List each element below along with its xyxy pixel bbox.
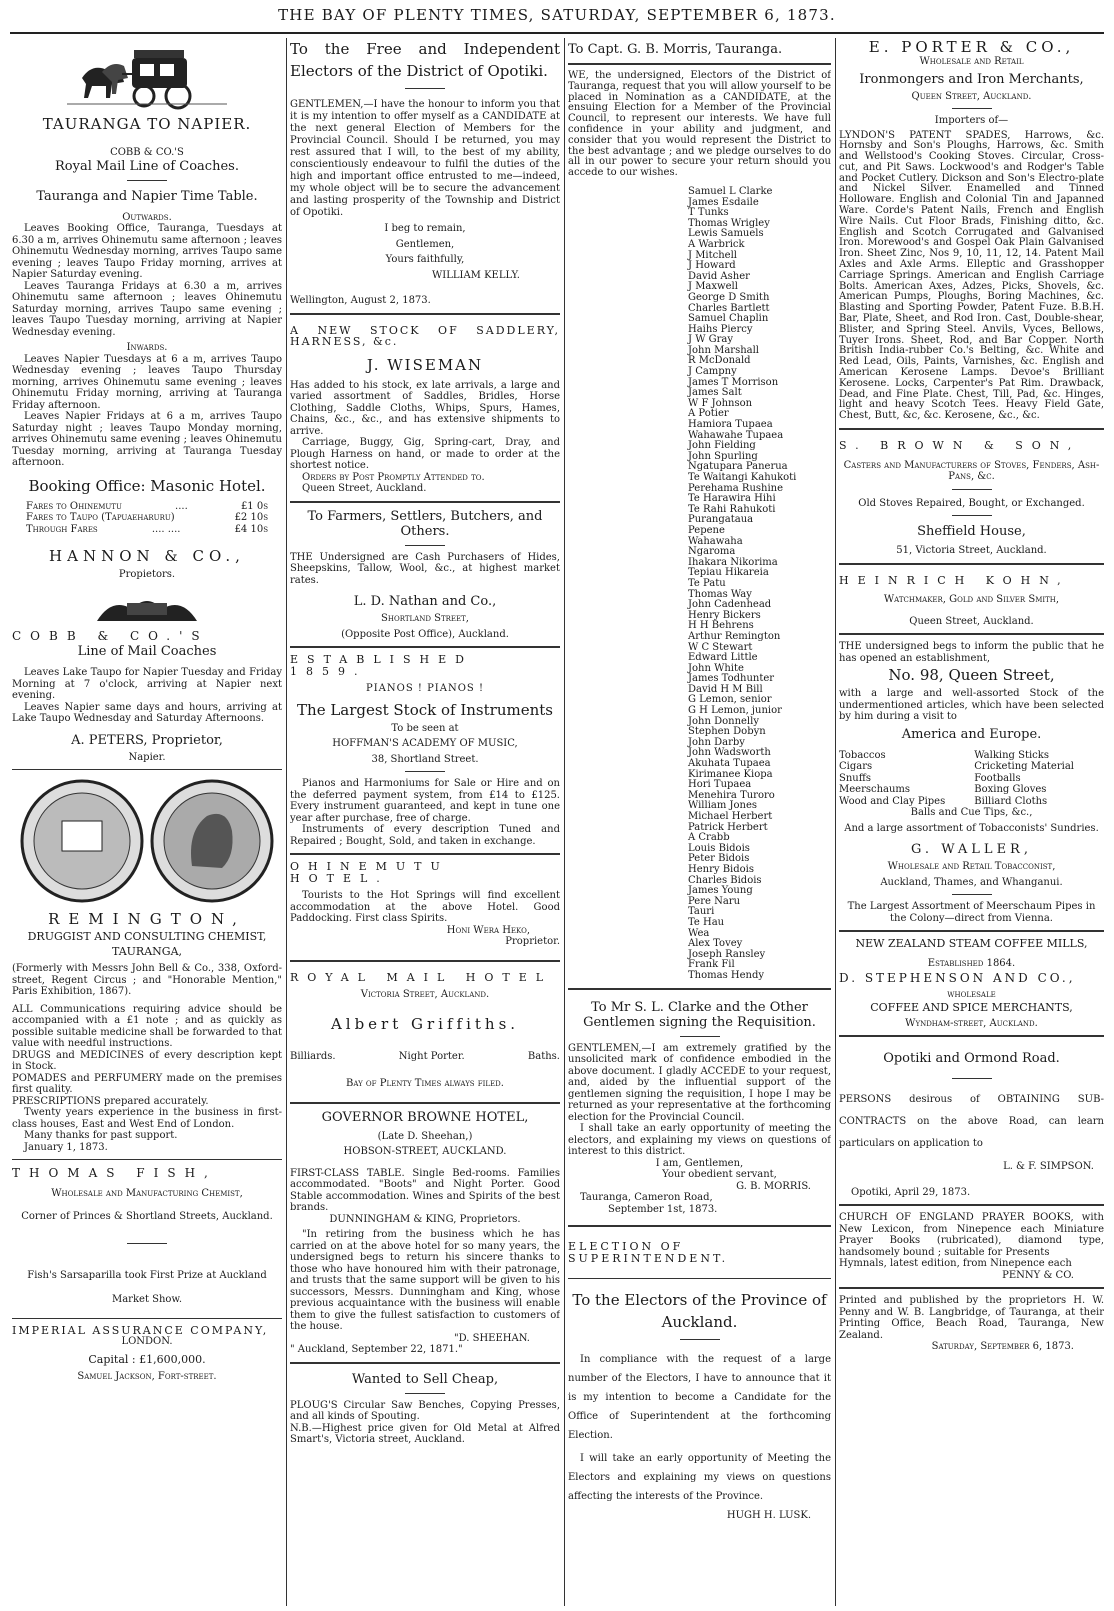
nathan-body: THE Undersigned are Cash Purchasers of Hides, Sheepskins, Tallow, Wool, &c., at highest market rates. <box>290 551 560 586</box>
fares-table <box>26 501 268 536</box>
signatory-name: John Darby <box>688 736 745 748</box>
divider <box>290 313 560 315</box>
signatory-name: James Esdaile <box>688 196 759 208</box>
waller-title: Wholesale and Retail Tobacconist, <box>887 861 1056 873</box>
signatory-name: Ngaroma <box>688 546 736 558</box>
coach-line: Royal Mail Line of Coaches. <box>55 158 239 174</box>
signatory-name: A Warbrick <box>688 238 745 250</box>
pianos-body-2: Instruments of every description Tuned and Repaired ; Bought, Sold, and taken in exchange. <box>290 824 560 847</box>
simpson-signature: L. & F. SIMPSON. <box>1003 1161 1094 1173</box>
smart-body: PLOUG'S Circular Saw Benches, Copying Presses, and all kinds of Spouting. <box>290 1399 560 1422</box>
inwards-1: Leaves Napier Tuesdays at 6 a m, arrives Taupo Wednesday evening ; leaves Taupo Thursday morning, arrives Ohinemutu same evening ; leaves Ohinemutu Friday morning, arriving at Tauranga Friday afternoon. <box>12 353 282 411</box>
nathan-heading: To Farmers, Settlers, Butchers, and Others. <box>307 508 543 539</box>
fish-address: Corner of Princes & Shortland Streets, Auckland. <box>21 1211 273 1222</box>
pianos-academy: HOFFMAN'S ACADEMY OF MUSIC, <box>332 738 518 749</box>
coach-title: TAURANGA TO NAPIER. <box>42 115 252 133</box>
signatory-name: T Tunks <box>688 207 729 219</box>
signatory-name: J Maxwell <box>688 281 738 293</box>
waller-number: No. 98, Queen Street, <box>888 666 1055 685</box>
remington-place: TAURANGA, <box>111 944 183 958</box>
brown-name: S. BROWN & SON, <box>839 439 1081 453</box>
masthead-rule <box>10 32 1104 34</box>
divider <box>952 108 992 109</box>
divider <box>405 771 445 772</box>
signatory-name: Akuhata Tupaea <box>688 758 771 770</box>
column-1 <box>12 38 282 1606</box>
royal-amenity: Baths. <box>527 1050 560 1062</box>
nathan-opposite: (Opposite Post Office), Auckland. <box>341 628 509 640</box>
simpson-heading: Opotiki and Ormond Road. <box>883 1051 1060 1067</box>
nathan-street: Shortland Street, <box>381 613 469 624</box>
browne-heading: GOVERNOR BROWNE HOTEL, <box>321 1109 529 1125</box>
signatory-name: A Crabb <box>688 832 730 844</box>
signatory-name: Stephen Dobyn <box>688 726 766 738</box>
lusk-body-2: I will take an early opportunity of Meeting the Electors and explaining my views on questions affecting the interests of the Province. <box>568 1453 831 1502</box>
kelly-heading: To the Free and Independent Electors of the District of Opotiki. <box>290 40 560 80</box>
imperial-agent: Samuel Jackson, Fort-street. <box>77 1371 217 1382</box>
signatory-name: Te Hau <box>688 916 725 928</box>
coffee-name: D. STEPHENSON AND CO., <box>839 971 1076 986</box>
divider <box>12 1159 282 1160</box>
wiseman-body-2: Carriage, Buggy, Gig, Spring-cart, Dray, and Plough Harness on hand, or made to order at the shortest notice. <box>290 437 560 471</box>
divider <box>952 489 992 490</box>
signatory-name: Purangataua <box>688 514 754 526</box>
browne-street: HOBSON-STREET, AUCKLAND. <box>343 1146 507 1157</box>
pianos-body: Pianos and Harmoniums for Sale or Hire and on the deferred payment system, from £14 to £125. Every instrument guaranteed, and kept in tune one year after purchase, free of charge. <box>290 778 560 824</box>
signatory-name: John White <box>688 662 744 674</box>
signatory-name: Joseph Ransley <box>688 948 766 960</box>
lusk-subheading: To the Electors of the Province of Auckland. <box>572 1291 827 1331</box>
booking-office: Booking Office: Masonic Hotel. <box>28 476 266 495</box>
signatory-name: John Fielding <box>688 440 756 452</box>
signatory-name: James Todhunter <box>688 673 775 685</box>
stock-item: Footballs <box>974 772 1021 784</box>
waller-sundries: And a large assortment of Tobacconists' Sundries. <box>844 822 1099 834</box>
signatory-name: Charles Bidois <box>688 874 762 886</box>
divider <box>127 1243 167 1244</box>
signatory-name: Wahawahe Tupaea <box>688 429 784 441</box>
imperial-name: IMPERIAL ASSURANCE COMPANY, <box>12 1323 269 1337</box>
waller-body-2: with a large and well-assorted Stock of the undermentioned articles, which have been selected by him during a visit to <box>839 688 1104 723</box>
signatory-name: John Wadsworth <box>688 747 771 759</box>
signatory-name: Samuel L Clarke <box>688 185 773 197</box>
royal-amenities <box>290 1051 560 1063</box>
column-divider <box>564 38 565 1606</box>
smart-body-2: N.B.—Highest price given for Old Metal at Alfred Smart's, Victoria street, Auckland. <box>290 1422 560 1445</box>
coffee-street: Wyndham-street, Auckland. <box>905 1017 1038 1029</box>
remington-title: DRUGGIST AND CONSULTING CHEMIST, <box>27 930 267 943</box>
morris-reply-heading: To Mr S. L. Clarke and the Other Gentlemen signing the Requisition. <box>583 999 816 1030</box>
waller-body: THE undersigned begs to inform the public that he has opened an establishment, <box>839 641 1104 664</box>
kohn-title: Watchmaker, Gold and Silver Smith, <box>883 594 1060 606</box>
prayer-signature: PENNY & CO. <box>1002 1269 1074 1281</box>
morris-reply-close-1: I am, Gentlemen, <box>655 1157 744 1169</box>
signatory-name: Ihakara Nikorima <box>688 556 778 568</box>
signatory-name: Patrick Herbert <box>688 821 768 833</box>
fare-row: Fares to Ohinemutu .... £1 0s <box>26 500 268 512</box>
kelly-body: GENTLEMEN,—I have the honour to inform you that it is my intention to offer myself as a CANDIDATE at the next general Election of Members for the Provincial Council. Should I be returned, you may rest assured that I will, to the best of my ability, conscientiously endeavour to fulfil the duties of the high and important office entrusted to me—indeed, my whole object will be to secure the advancement and lasting prosperity of the Township and District of Opotiki. <box>290 99 560 218</box>
signatory-name: Samuel Chaplin <box>688 313 769 325</box>
imperial-place: LONDON. <box>121 1336 173 1347</box>
nathan-name: L. D. Nathan and Co., <box>353 594 497 609</box>
signatory-name: H H Behrens <box>688 620 754 632</box>
stock-item: Walking Sticks <box>974 749 1049 761</box>
morris-req-heading: To Capt. G. B. Morris, Tauranga. <box>568 42 783 57</box>
divider <box>290 853 560 855</box>
exhibition-medals-illustration <box>17 776 277 906</box>
ohinemutu-heading: OHINEMUTU HOTEL. <box>290 860 449 885</box>
browne-late: (Late D. Sheehan,) <box>377 1130 473 1142</box>
signatory-name: J Mitchell <box>688 249 737 261</box>
cobb2-p2: Leaves Napier same days and hours, arriving at Lake Taupo Wednesday and Saturday Afternoons. <box>12 701 282 724</box>
signatory-name: George D Smith <box>688 291 770 303</box>
signatory-name: Tauri <box>688 906 715 918</box>
signatory-name: James Young <box>688 885 753 897</box>
signatory-name: Te Patu <box>688 577 726 589</box>
imprint-date: Saturday, September 6, 1873. <box>931 1341 1074 1353</box>
timetable-heading: Tauranga and Napier Time Table. <box>36 188 258 204</box>
cobb2-title: COBB & CO.'S <box>12 628 209 643</box>
stock-item: Meerschaums <box>839 784 911 796</box>
lusk-body: In compliance with the request of a large number of the Electors, I have to announce that it is my intention to become a Candidate for the Office of Superintendent at the forthcoming Election. <box>568 1354 831 1441</box>
signatory-name: John Donnelly <box>688 715 759 727</box>
signatory-name: Ngatupara Paneruа <box>688 461 788 473</box>
signatory-name: G Lemon, senior <box>688 694 772 706</box>
stock-item: Cricketing Material <box>974 761 1074 773</box>
signatory-name: Arthur Remington <box>688 630 781 642</box>
wiseman-body: Has added to his stock, ex late arrivals, a large and varied assortment of Saddles, Bridles, Horse Clothing, Saddle Cloths, Whips, Spurs, Hames, Chains, &c., &c., and has extensive shipments to arrive. <box>290 379 560 437</box>
brown-house: Sheffield House, <box>917 524 1026 540</box>
divider <box>568 63 831 65</box>
pianos-street: 38, Shortland Street. <box>371 753 479 765</box>
kohn-name: HEINRICH KOHN, <box>839 573 1070 587</box>
browne-body-2: "In retiring from the business which he has carried on at the above hotel for so many years, the undersigned begs to return his sincere thanks to those who have honoured him with their patronage, and trusts that the same support will be given to his successors, Messrs. Dunningham and King, whose previous acquaintance with the business will enable them to give the fullest satisfaction to customers of the house. <box>290 1229 560 1332</box>
signatory-name: Te Harawira Hihi <box>688 493 776 505</box>
signatory-name: A Potier <box>688 408 729 420</box>
porter-items: LYNDON'S PATENT SPADES, Harrows, &c. Hornsby and Son's Ploughs, Harrows, &c. Smith and Wellstood's Cooking Stoves. Circular, Cross-cut, and Pit Saws. Lockwood's and Rodger's Table and Pocket Cutlery. Dickson and Son's Electro-plate and Nickel Silver. Enamelled and Tinned Holloware. English and Colonial Tin and Japanned Ware. Corde's Patent Nails, French and English Wire Nails. Cut Floor Brads, Finishing ditto, &c. English and Scotch Corrugated and Galvanised Iron. Morewood's and Gospel Oak Plain Galvanised Iron. Sheet Zinc, Nos 9, 10, 11, 12, 14. Patent Mail Axles and Axle Arms. Elleptic and Grasshopper Carriage Springs. American and English Carriage Bolts. American Axes, Adzes, Picks, Shovels, &c. American Pumps, Ploughs, Boring Machines, &c. Blasting and Sporting Powder, Patent Fuze. B.B.H. Bar, Plate, Sheet, and Rod Iron. Cast, Double-shear, Blister, and Spring Steel. Anvils, Vyces, Bellows, Tuyer Irons. Sheet, Rod, and Bar Copper. North British India-rubber Co.'s Belting, &c. White and Red Lead, Oils, Paints, Varnishes, &c. English and American Kerosene Lamps. Devoe's Brilliant Kerosene. Locks, Carpenter's Pat Rim. Drawback, Dead, and Fine Plate. Chest, Till, Pad, &c. Hinges, light and heavy Scotch Tees. Heavy Field Gate, Chest, Butt, &c, &c. Kerosene, &c., &c. <box>839 129 1104 422</box>
fare-row: Fares to Taupo (Tapuaeharuru) £2 10s <box>26 512 268 523</box>
signatory-name: Pere Naru <box>688 895 741 907</box>
divider <box>839 1287 1104 1289</box>
cobb2-line: Line of Mail Coaches <box>77 644 217 659</box>
column-2 <box>290 38 560 1606</box>
wiseman-heading: A NEW STOCK OF SADDLERY, HARNESS, &c. <box>290 323 560 348</box>
signatory-name: G H Lemon, junior <box>688 705 782 717</box>
signatory-name: James Salt <box>688 387 742 399</box>
signatory-name: Te Waitangi Kahukoti <box>688 472 797 483</box>
inwards-2: Leaves Napier Fridays at 6 a m, arrives Taupo Saturday night ; leaves Taupo Monday morning, arrives Ohinemutu same evening ; leaves Ohinemutu Tuesday morning, arriving at Tauranga Tuesday afternoon. <box>12 411 282 468</box>
divider <box>680 1036 720 1037</box>
waller-stock-right <box>974 750 1074 808</box>
royal-heading: ROYAL MAIL HOTEL <box>290 970 553 984</box>
signatory-name: Michael Herbert <box>688 811 773 822</box>
lusk-signature: HUGH H. LUSK. <box>726 1510 811 1521</box>
divider <box>839 633 1104 635</box>
signatory-name: Tepiau Hikareia <box>688 567 769 579</box>
ohinemutu-signature: Honi Wera Heko, <box>446 924 530 936</box>
coach-owner-role: Propietors. <box>118 569 176 580</box>
ohinemutu-body: Tourists to the Hot Springs will find excellent accommodation at the above Hotel. Good Paddocking. First class Spirits. <box>290 890 560 924</box>
stock-item: Wood and Clay Pipes <box>839 795 946 807</box>
kelly-close-3: Yours faithfully, <box>385 254 465 265</box>
pianos-established: ESTABLISHED 1859. <box>290 653 473 678</box>
porter-title: Ironmongers and Iron Merchants, <box>859 71 1084 87</box>
divider <box>405 88 445 89</box>
divider <box>680 1339 720 1340</box>
stock-item: Tobaccos <box>839 749 886 761</box>
signatory-name: Wahawaha <box>688 535 743 547</box>
column-3 <box>568 38 831 1606</box>
signatory-name: Thomas Wrigley <box>688 217 770 229</box>
signatory-name: William Jones <box>688 800 758 812</box>
porter-importers: Importers of— <box>934 115 1009 126</box>
remington-p1: ALL Communications requiring advice should be accompanied with a £1 note ; and as quickly as possible suitable medicine shall be forwarded to that value with needful instructions. <box>12 1003 282 1049</box>
coffee-heading: NEW ZEALAND STEAM COFFEE MILLS, <box>855 937 1088 951</box>
fare-row: Through Fares .... .... £4 10s <box>26 523 268 535</box>
royal-filed: Bay of Plenty Times always filed. <box>346 1078 504 1089</box>
divider <box>290 646 560 648</box>
morris-reply-close-2: Your obedient servant, <box>662 1169 777 1180</box>
signatory-name: Thomas Hendy <box>688 969 765 981</box>
signatory-name: Wea <box>688 927 710 939</box>
morris-reply-body: GENTLEMEN,—I am extremely gratified by the unsolicited mark of confidence embodied in the above document. I gladly ACCEDE to your request, and, aided by the influential support of the gentlemen signing the requisition, I hope I may be returned as your representative at the forthcoming election for the Provincial Council. <box>568 1042 831 1123</box>
waller-stock-left <box>839 750 945 808</box>
signatory-name: Henry Bickers <box>688 609 761 621</box>
signatory-name: John Marshall <box>688 344 760 356</box>
morris-req-body: WE, the undersigned, Electors of the District of Tauranga, request that you will allow yourself to be placed in Nomination as a CANDIDATE, at the ensuing Election for a Member of the Provincial Council, to represent our interests. We have full confidence in your ability and judgment, and consider that you would represent the District to the best advantage ; and we pledge ourselves to do all in our power to secure your return should you accede to our wishes. <box>568 70 831 179</box>
smart-heading: Wanted to Sell Cheap, <box>351 1371 499 1387</box>
signatory-name: Louis Bidois <box>688 842 750 854</box>
royal-amenity: Billiards. <box>290 1050 336 1062</box>
brown-street: 51, Victoria Street, Auckland. <box>896 545 1047 557</box>
stock-item: Snuffs <box>839 772 871 784</box>
signatory-name: J W Gray <box>688 334 734 346</box>
signatory-name: David Asher <box>688 270 750 282</box>
signatory-name: Te Rahi Rahukoti <box>688 503 776 515</box>
signatory-name: W C Stewart <box>688 641 753 653</box>
signatory-name: David H M Bill <box>688 683 763 695</box>
simpson-date: Opotiki, April 29, 1873. <box>851 1186 971 1198</box>
outwards-heading: Outwards. <box>122 211 172 223</box>
divider <box>839 428 1104 430</box>
morris-reply-body-2: I shall take an early opportunity of meeting the electors, and explaining my views on questions of interest to this district. <box>568 1123 831 1157</box>
stock-item: Boxing Gloves <box>974 784 1047 796</box>
signatory-name: Edward Little <box>688 652 758 664</box>
royal-street: Victoria Street, Auckland. <box>360 989 490 1000</box>
divider <box>290 501 560 503</box>
waller-places: Auckland, Thames, and Whanganui. <box>880 876 1063 888</box>
waller-place: America and Europe. <box>901 726 1042 742</box>
signatory-name: James T Morrison <box>688 376 779 388</box>
divider <box>839 563 1104 565</box>
column-4 <box>839 38 1104 1606</box>
waller-balls: Balls and Cue Tips, &c., <box>910 807 1033 819</box>
prayer-body: CHURCH OF ENGLAND PRAYER BOOKS, with New Lexicon, from Ninepence each Miniature Prayer Books (rubricated), diamond type, handsomely bound ; suitable for Presents <box>839 1212 1104 1258</box>
imperial-capital: Capital : £1,600,000. <box>88 1352 206 1366</box>
brown-repaired: Old Stoves Repaired, Bought, or Exchanged. <box>858 497 1085 509</box>
inwards-heading: Inwards. <box>126 342 168 353</box>
porter-trade: Wholesale and Retail <box>919 56 1024 67</box>
waller-stock <box>839 750 1104 808</box>
kelly-close-2: Gentlemen, <box>395 238 455 250</box>
divider <box>290 1102 560 1104</box>
royal-amenity: Night Porter. <box>398 1050 465 1062</box>
divider <box>12 1318 282 1319</box>
prayer-hymns: Hymnals, latest edition, from Ninepence each <box>839 1258 1072 1270</box>
column-divider <box>286 38 287 1606</box>
fish-title: Wholesale and Manufacturing Chemist, <box>51 1187 243 1199</box>
signatory-name: Henry Bidois <box>688 863 754 875</box>
divider <box>952 894 992 895</box>
porter-street: Queen Street, Auckland. <box>911 90 1032 102</box>
remington-name: REMINGTON, <box>48 910 246 928</box>
divider <box>839 1035 1104 1037</box>
divider <box>568 1225 831 1227</box>
kelly-close-1: I beg to remain, <box>384 223 466 234</box>
stagecoach-illustration <box>62 38 232 113</box>
lusk-heading: ELECTION OF SUPERINTENDENT. <box>568 1240 729 1265</box>
royal-name: Albert Griffiths. <box>330 1014 520 1033</box>
outwards-2: Leaves Tauranga Fridays at 6.30 a m, arrives Ohinemutu same afternoon ; leaves Ohinemutu Saturday morning, arrives Taupo same evening ; leaves Taupo Tuesday morning, arriving at Napier Wednesday evening. <box>12 280 282 338</box>
kohn-street: Queen Street, Auckland. <box>909 615 1034 627</box>
wiseman-name: J. WISEMAN <box>366 355 484 374</box>
divider <box>568 1278 831 1279</box>
divider <box>405 1393 445 1394</box>
divider <box>839 930 1104 932</box>
signatory-name: John Cadenhead <box>688 599 772 611</box>
requisition-signatories <box>688 187 831 982</box>
coffee-established: Established 1864. <box>927 957 1016 969</box>
coffee-wholesale: wholesale <box>947 988 996 1000</box>
stock-item: Billiard Cloths <box>974 795 1048 807</box>
morris-reply-date: September 1st, 1873. <box>608 1203 718 1215</box>
simpson-body: PERSONS desirous of OBTAINING SUB-CONTRACTS on the above Road, can learn particulars on application to <box>839 1094 1104 1150</box>
divider <box>127 180 167 181</box>
browne-body: FIRST-CLASS TABLE. Single Bed-rooms. Families accommodated. "Boots" and Night Porter. Good Stable accommodation. Wines and Spirits of the best brands. <box>290 1167 560 1213</box>
morris-reply-signature: G. B. MORRIS. <box>736 1180 811 1192</box>
signatory-name: Pepene <box>688 524 725 536</box>
divider <box>12 769 282 770</box>
signatory-name: John Spurling <box>688 450 758 462</box>
divider <box>290 1362 560 1364</box>
signatory-name: W F Johnson <box>688 397 753 409</box>
coach-ornament <box>92 591 202 627</box>
stock-item: Cigars <box>839 761 873 773</box>
imprint-body: Printed and published by the proprietors H. W. Penny and W. B. Langbridge, of Tauranga, at their Printing Office, Beach Road, Tauranga, New Zealand. <box>839 1295 1104 1341</box>
signatory-name: J Howard <box>688 260 736 272</box>
outwards-1: Leaves Booking Office, Tauranga, Tuesdays at 6.30 a m, arrives Ohinemutu same afternoon ; leaves Ohinemutu Wednesday morning, arrives Taupo same evening ; leaves Taupo Friday morning, arrives at Napier Saturday evening. <box>12 223 282 280</box>
remington-drugs: DRUGS and MEDICINES of every description kept in Stock. <box>12 1049 282 1072</box>
signatory-name: Charles Bartlett <box>688 302 770 314</box>
signatory-name: Hamiora Tupaea <box>688 419 773 431</box>
coach-owner: HANNON & CO., <box>49 547 245 565</box>
divider <box>568 988 831 990</box>
signatory-name: Kirimanee Kiopa <box>688 768 773 780</box>
signatory-name: Hori Tupaea <box>688 779 752 791</box>
porter-name: E. PORTER & CO., <box>868 38 1075 56</box>
remington-thanks: Many thanks for past support. <box>24 1130 178 1141</box>
divider <box>952 515 992 516</box>
masthead: THE BAY OF PLENTY TIMES, SATURDAY, SEPTEMBER 6, 1873. <box>278 6 836 24</box>
signatory-name: Thomas Way <box>688 588 752 600</box>
pianos-title: PIANOS ! PIANOS ! <box>366 683 484 694</box>
signatory-name: Menehira Turoro <box>688 789 775 801</box>
signatory-name: Perehama Rushine <box>688 482 784 494</box>
browne-signature: "D. SHEEHAN. <box>453 1332 530 1344</box>
divider <box>952 1078 992 1079</box>
kelly-date: Wellington, August 2, 1873. <box>290 295 431 306</box>
signatory-name: R McDonald <box>688 355 751 367</box>
coach-company: COBB & CO.'S <box>110 147 184 158</box>
waller-name: G. WALLER, <box>911 842 1032 858</box>
morris-reply-place: Tauranga, Cameron Road, <box>580 1192 713 1203</box>
signatory-name: Peter Bidois <box>688 853 750 865</box>
remington-prescriptions: PRESCRIPTIONS prepared accurately. <box>12 1095 209 1107</box>
fish-prize: Fish's Sarsaparilla took First Prize at Auckland Market Show. <box>27 1269 267 1305</box>
wiseman-orders: Orders by Post Promptly Attended to. <box>302 471 485 483</box>
wiseman-address: Queen Street, Auckland. <box>302 483 427 494</box>
divider <box>405 545 445 546</box>
fish-name: THOMAS FISH, <box>12 1166 217 1180</box>
divider <box>839 1204 1104 1206</box>
remington-date: January 1, 1873. <box>24 1141 108 1153</box>
pianos-seen: To be seen at <box>391 722 459 734</box>
remington-formerly: (Formerly with Messrs John Bell & Co., 338, Oxford-street, Regent Circus ; and "Honorable Mention," Paris Exhibition, 1867). <box>12 963 282 997</box>
signatory-name: Frank Fil <box>688 959 735 971</box>
signatory-name: Haihs Piercy <box>688 323 753 335</box>
remington-experience: Twenty years experience in the business in first-class houses, East and West End of London. <box>12 1107 282 1130</box>
cobb2-owner: A. PETERS, Proprietor, <box>71 732 223 748</box>
waller-meerschaum: The Largest Assortment of Meerschaum Pipes in the Colony—direct from Vienna. <box>847 901 1096 924</box>
cobb2-p1: Leaves Lake Taupo for Napier Tuesday and Friday Morning at 7 o'clock, arriving at Napier next evening. <box>12 667 282 701</box>
pianos-largest: The Largest Stock of Instruments <box>297 700 553 719</box>
signatory-name: Alex Tovey <box>688 938 743 950</box>
column-divider <box>835 38 836 1606</box>
ohinemutu-role: Proprietor. <box>505 936 560 947</box>
signatory-name: J Campny <box>688 366 737 378</box>
kelly-signature: WILLIAM KELLY. <box>431 269 520 281</box>
divider <box>290 960 560 962</box>
brown-title: Casters and Manufacturers of Stoves, Fenders, Ash-Pans, &c. <box>843 459 1100 483</box>
coffee-title: COFFEE AND SPICE MERCHANTS, <box>870 1001 1073 1015</box>
cobb2-place: Napier. <box>128 751 166 763</box>
browne-date: " Auckland, September 22, 1871." <box>290 1344 463 1355</box>
remington-pomades: POMADES and PERFUMERY made on the premises first quality. <box>12 1072 282 1095</box>
browne-owners: DUNNINGHAM & KING, Proprietors. <box>329 1213 521 1225</box>
signatory-name: Lewis Samuels <box>688 228 764 240</box>
